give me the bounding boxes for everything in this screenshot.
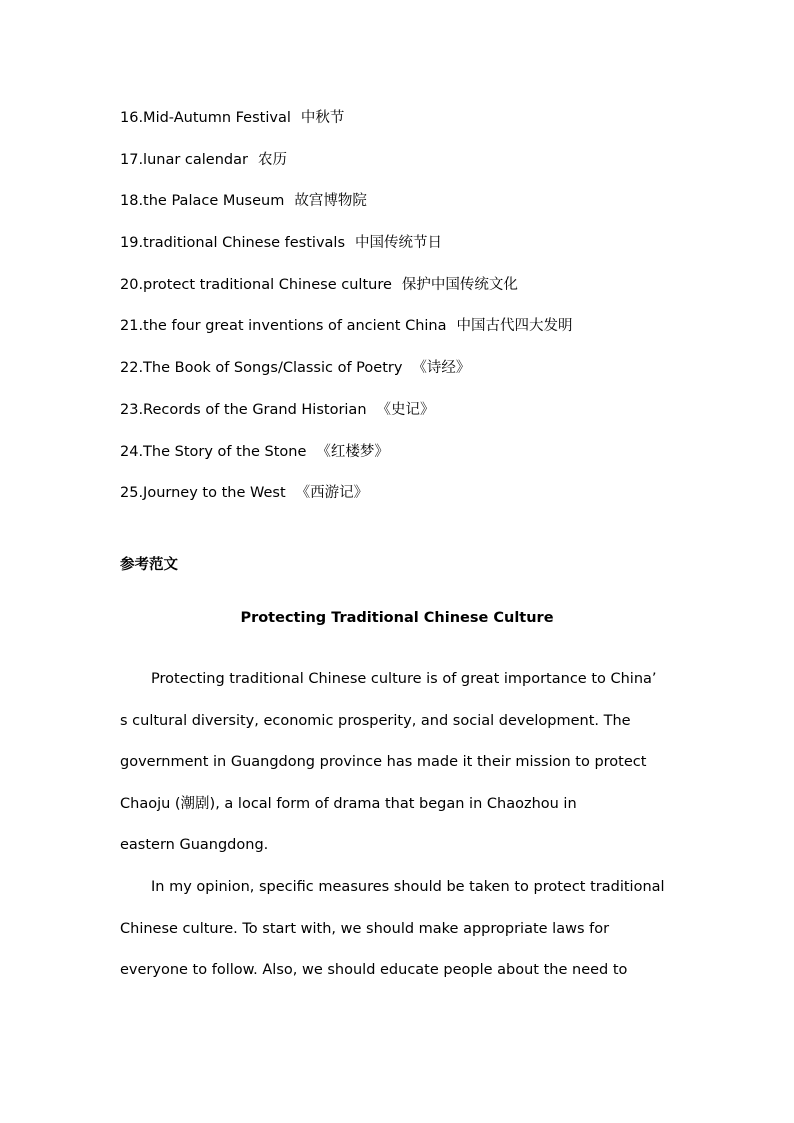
vocabulary-list xyxy=(120,106,572,523)
essay-line: Protecting traditional Chinese culture is of great importance to China’ xyxy=(151,671,657,687)
vocab-chinese: 《红楼梦》 xyxy=(316,443,389,460)
vocab-chinese: 《史记》 xyxy=(376,401,435,418)
vocab-chinese: 农历 xyxy=(257,151,287,168)
essay-line: government in Guangdong province has made it their mission to protect xyxy=(120,754,647,771)
vocab-item xyxy=(120,231,572,273)
essay-line: eastern Guangdong. xyxy=(120,837,269,854)
vocab-item xyxy=(120,106,572,148)
vocab-item xyxy=(120,481,572,523)
vocab-english: 21.the four great inventions of ancient China xyxy=(120,318,447,335)
vocab-english: 22.The Book of Songs/Classic of Poetry xyxy=(120,360,403,377)
vocab-english: 18.the Palace Museum xyxy=(120,193,285,210)
vocab-item xyxy=(120,314,572,356)
vocab-item xyxy=(120,356,572,398)
vocab-english: 16.Mid-Autumn Festival xyxy=(120,110,291,126)
vocab-english: 25.Journey to the West xyxy=(120,485,286,502)
vocab-chinese: 《诗经》 xyxy=(412,360,471,377)
essay-body xyxy=(120,667,692,1000)
vocab-item xyxy=(120,440,572,482)
essay-line: everyone to follow. Also, we should educate people about the need to xyxy=(120,962,628,979)
essay-line: In my opinion, specific measures should be taken to protect traditional xyxy=(151,878,665,895)
vocab-chinese: 中国古代四大发明 xyxy=(456,318,573,335)
vocab-chinese: 中秋节 xyxy=(300,110,345,126)
essay-line: Chaoju (潮剧), a local form of drama that began in Chaozhou in xyxy=(120,795,577,812)
vocab-item xyxy=(120,273,572,315)
vocab-chinese: 《西游记》 xyxy=(295,485,369,502)
essay-title: Protecting Traditional Chinese Culture xyxy=(240,610,554,626)
essay-line: Chinese culture. To start with, we should make appropriate laws for xyxy=(120,920,610,937)
section-label: 参考范文 xyxy=(120,557,178,573)
vocab-english: 17.lunar calendar xyxy=(120,151,248,168)
vocab-english: 23.Records of the Grand Historian xyxy=(120,401,367,418)
vocab-chinese: 中国传统节日 xyxy=(355,235,443,252)
vocab-item xyxy=(120,189,572,231)
vocab-item xyxy=(120,148,572,190)
essay-line: s cultural diversity, economic prosperity, and social development. The xyxy=(120,712,631,729)
vocab-english: 24.The Story of the Stone xyxy=(120,443,307,460)
vocab-chinese: 故宫博物院 xyxy=(294,193,367,210)
vocab-english: 19.traditional Chinese festivals xyxy=(120,235,346,252)
vocab-english: 20.protect traditional Chinese culture xyxy=(120,276,392,293)
vocab-item xyxy=(120,398,572,440)
vocab-chinese: 保护中国传统文化 xyxy=(401,276,518,293)
